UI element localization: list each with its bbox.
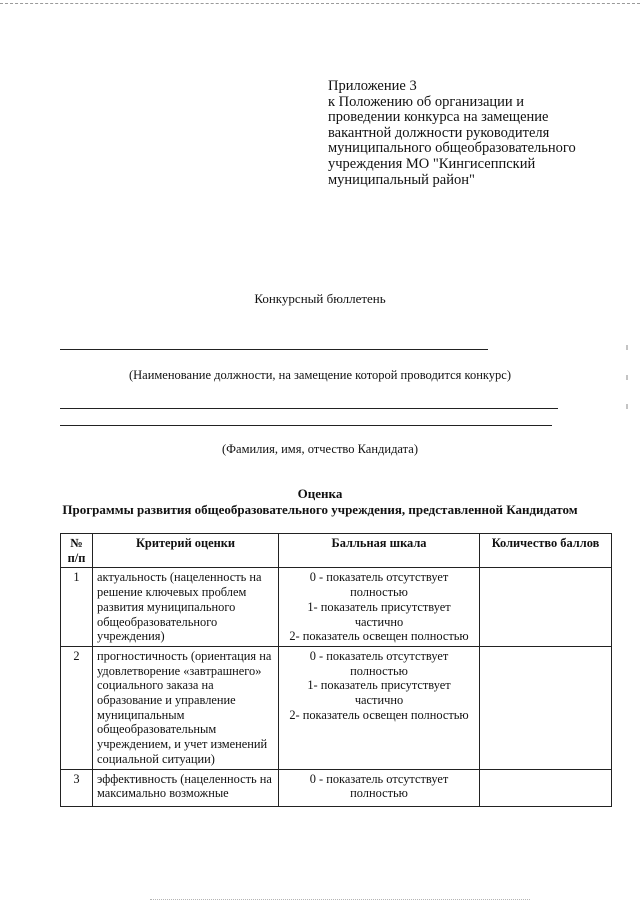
top-scan-edge	[0, 3, 640, 5]
scale-option: 2- показатель освещен полностью	[289, 629, 469, 644]
appendix-line: учреждения МО "Кингисеппский	[328, 155, 536, 172]
appendix-line: муниципального общеобразовательного	[328, 140, 576, 157]
scale-option: 1- показатель присутствует частично	[307, 678, 451, 708]
header-scale: Балльная шкала	[279, 534, 480, 568]
appendix-line: Приложение 3	[328, 78, 417, 94]
scan-mark	[626, 345, 628, 350]
bottom-scan-edge	[150, 899, 530, 901]
table-row	[61, 646, 612, 769]
row-num: 2	[61, 646, 93, 769]
row-points-cell	[480, 646, 612, 769]
table-row	[61, 769, 612, 806]
header-points: Количество баллов	[480, 534, 612, 568]
evaluation-subheading: Программы развития общеобразовательного учреждения, представленной Кандидатом	[62, 502, 578, 517]
scale-option: 2- показатель освещен полностью	[289, 707, 469, 722]
candidate-fill-line	[60, 425, 552, 426]
row-criterion: эффективность (нацеленность на максимально возможные	[93, 769, 279, 806]
row-scale	[279, 646, 480, 769]
row-scale	[279, 769, 480, 806]
scale-option: 0 - показатель отсутствует полностью	[309, 648, 449, 678]
scale-option: 0 - показатель отсутствует полностью	[309, 570, 449, 600]
candidate-caption: (Фамилия, имя, отчество Кандидата)	[222, 442, 418, 456]
scale-option: 1- показатель присутствует частично	[307, 599, 451, 629]
row-scale	[279, 568, 480, 647]
header-criterion: Критерий оценки	[93, 534, 279, 568]
candidate-fill-line	[60, 408, 558, 409]
row-points-cell	[480, 568, 612, 647]
appendix-header	[328, 79, 618, 188]
header-num: № п/п	[61, 534, 93, 568]
table-row	[61, 568, 612, 647]
row-num: 1	[61, 568, 93, 647]
position-fill-line	[60, 349, 488, 350]
appendix-line: к Положению об организации и	[328, 93, 525, 110]
scale-option: 0 - показатель отсутствует полностью	[309, 771, 449, 801]
appendix-line: муниципальный район"	[328, 171, 475, 188]
scan-mark	[626, 404, 628, 409]
row-points-cell	[480, 769, 612, 806]
appendix-line: проведении конкурса на замещение	[328, 109, 549, 126]
appendix-line: вакантной должности руководителя	[328, 124, 550, 141]
evaluation-heading: Оценка	[297, 486, 343, 501]
position-caption: (Наименование должности, на замещение которой проводится конкурс)	[128, 368, 512, 382]
row-num: 3	[61, 769, 93, 806]
bulletin-title: Конкурсный бюллетень	[254, 291, 386, 306]
criteria-table	[60, 533, 612, 807]
row-criterion: прогностичность (ориентация на удовлетворение «завтрашнего» социального заказа на образование и управление муниципальным общеобразовательным учреждением, и учет изменений социальной ситуации)	[93, 646, 279, 769]
table-header-row	[61, 534, 612, 568]
row-criterion: актуальность (нацеленность на решение ключевых проблем развития муниципального общеобразовательного учреждения)	[93, 568, 279, 647]
